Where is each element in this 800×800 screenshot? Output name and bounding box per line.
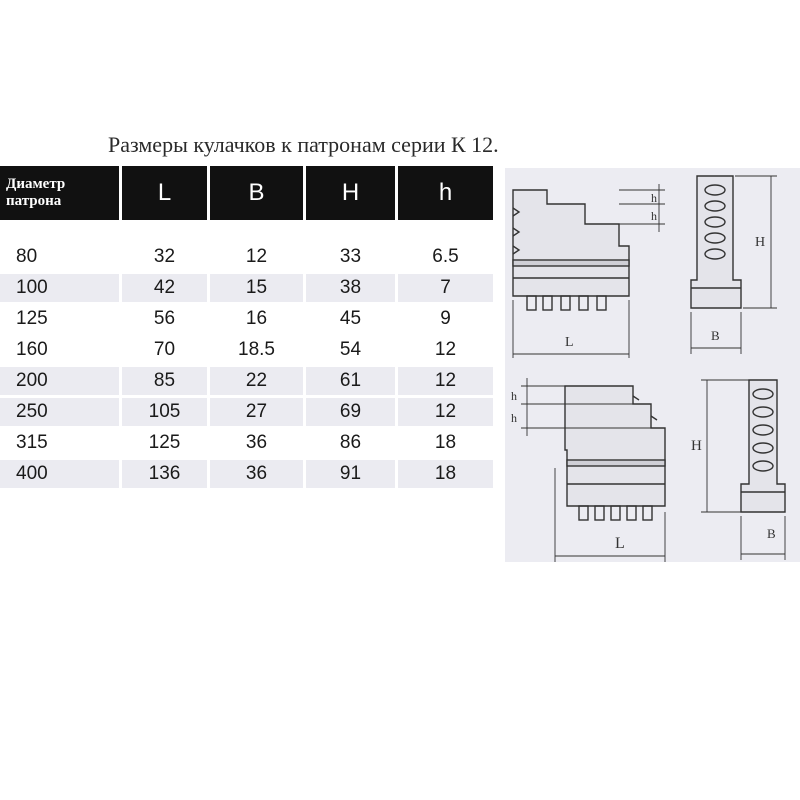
front-view-jaw-top <box>691 176 777 354</box>
cell-H: 45 <box>306 305 398 336</box>
table-row <box>0 274 493 305</box>
table-spacer <box>0 220 493 243</box>
table-row <box>0 305 493 336</box>
cell-H: 33 <box>306 243 398 274</box>
page-title: Размеры кулачков к патронам серии К 12. <box>108 132 499 157</box>
table-row <box>0 336 493 367</box>
cell-diameter: 315 <box>0 429 122 460</box>
dim-label-H-bottom: H <box>691 438 702 454</box>
dim-label-h-top-2: h <box>651 209 657 223</box>
cell-diameter: 125 <box>0 305 122 336</box>
cell-B: 36 <box>210 429 306 460</box>
cell-h: 18 <box>398 460 493 491</box>
cell-H: 54 <box>306 336 398 367</box>
jaw-drawings-panel <box>505 168 800 562</box>
cell-B: 27 <box>210 398 306 429</box>
cell-B: 15 <box>210 274 306 305</box>
dim-label-h-bottom-2: h <box>511 411 517 425</box>
dim-label-B-top: B <box>711 328 720 343</box>
cell-B: 36 <box>210 460 306 491</box>
cell-diameter: 400 <box>0 460 122 491</box>
dim-label-H-top: H <box>755 235 766 250</box>
table-row <box>0 460 493 491</box>
table-header-row <box>0 166 493 220</box>
cell-L: 136 <box>122 460 210 491</box>
cell-L: 105 <box>122 398 210 429</box>
side-view-stepped-jaw-bottom <box>521 378 665 562</box>
cell-L: 56 <box>122 305 210 336</box>
cell-B: 12 <box>210 243 306 274</box>
table-row <box>0 243 493 274</box>
cell-h: 6.5 <box>398 243 493 274</box>
cell-diameter: 250 <box>0 398 122 429</box>
cell-h: 7 <box>398 274 493 305</box>
cell-diameter: 80 <box>0 243 122 274</box>
table-row <box>0 367 493 398</box>
header-B: B <box>210 166 306 220</box>
cell-H: 61 <box>306 367 398 398</box>
cell-h: 12 <box>398 367 493 398</box>
dim-label-L-top: L <box>565 335 574 350</box>
dim-label-L-bottom: L <box>615 535 625 552</box>
cell-H: 86 <box>306 429 398 460</box>
cell-diameter: 160 <box>0 336 122 367</box>
cell-H: 91 <box>306 460 398 491</box>
cell-diameter: 100 <box>0 274 122 305</box>
dim-label-h-bottom-1: h <box>511 389 517 403</box>
cell-h: 12 <box>398 398 493 429</box>
header-diameter-line2: патрона <box>6 193 62 209</box>
cell-diameter: 200 <box>0 367 122 398</box>
cell-B: 22 <box>210 367 306 398</box>
header-h: h <box>398 166 493 220</box>
header-H: H <box>306 166 398 220</box>
cell-L: 85 <box>122 367 210 398</box>
table-row <box>0 398 493 429</box>
dim-label-h-top-1: h <box>651 191 657 205</box>
jaw-drawings <box>505 168 800 562</box>
cell-L: 32 <box>122 243 210 274</box>
header-diameter <box>0 166 122 220</box>
cell-L: 70 <box>122 336 210 367</box>
cell-H: 38 <box>306 274 398 305</box>
dim-label-B-bottom: B <box>767 526 776 541</box>
side-view-stepped-jaw-top <box>513 184 665 358</box>
cell-h: 18 <box>398 429 493 460</box>
cell-L: 42 <box>122 274 210 305</box>
dimensions-table <box>0 166 493 491</box>
table-row <box>0 429 493 460</box>
header-diameter-line1: Диаметр <box>6 176 66 192</box>
cell-H: 69 <box>306 398 398 429</box>
cell-h: 9 <box>398 305 493 336</box>
cell-B: 16 <box>210 305 306 336</box>
cell-L: 125 <box>122 429 210 460</box>
cell-h: 12 <box>398 336 493 367</box>
cell-B: 18.5 <box>210 336 306 367</box>
header-L: L <box>122 166 210 220</box>
